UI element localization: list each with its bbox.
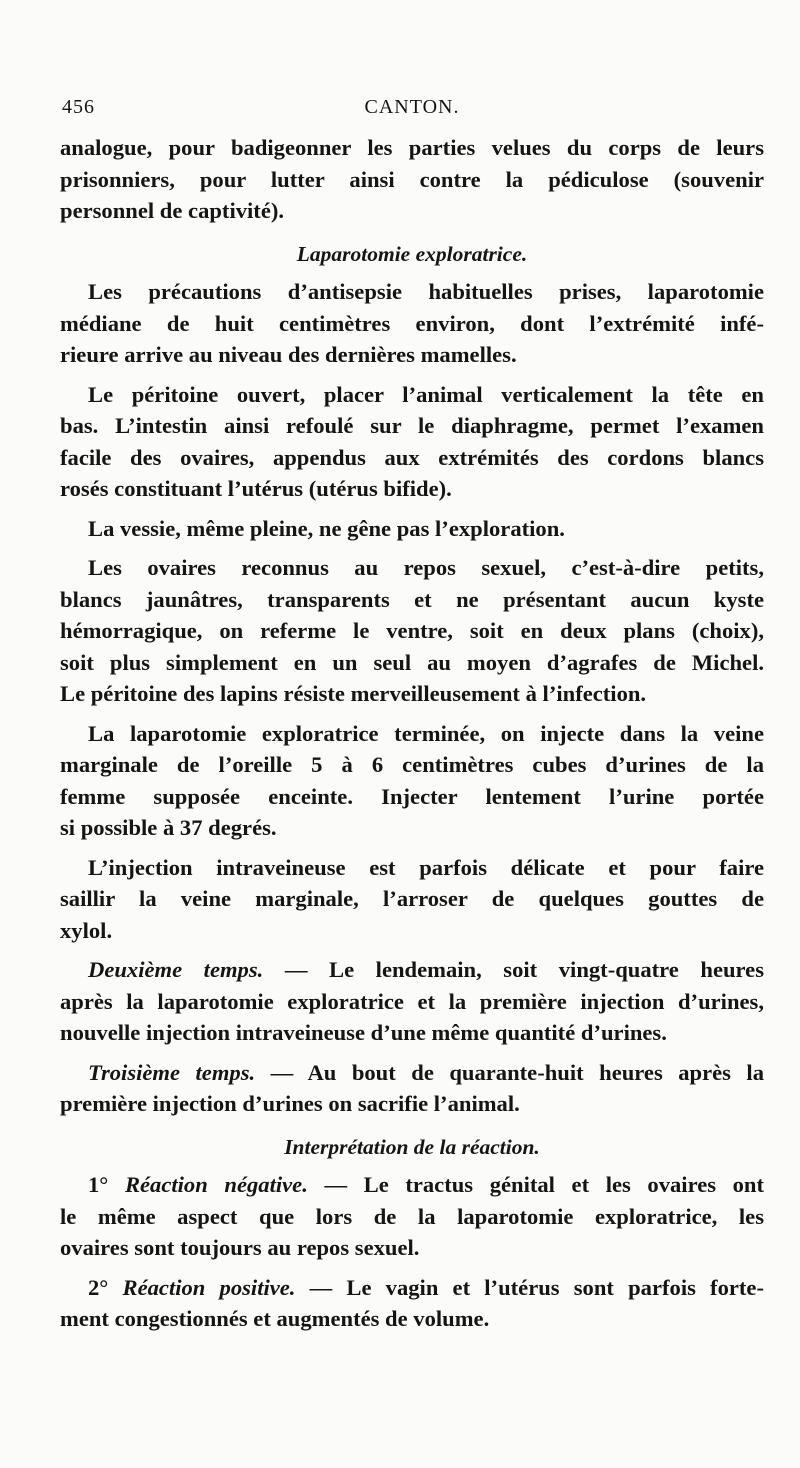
deuxieme-temps-label: Deuxième temps. <box>88 957 264 982</box>
text-line: facile des ovaires, appendus aux extrémités des cordons blancs <box>60 444 764 470</box>
paragraph-vessie <box>60 513 764 545</box>
body-text <box>60 132 764 1335</box>
text-run: — Au bout de quarante-huit heures après la <box>255 1059 764 1085</box>
text-line: le même aspect que lors de la laparotomie exploratrice, les <box>60 1203 764 1229</box>
paragraph-peritoine <box>60 379 764 505</box>
paragraph-injection <box>60 718 764 844</box>
text-line: soit plus simplement en un seul au moyen d’agrafes de Michel. <box>60 649 764 675</box>
text-line: rosés constituant l’utérus (utérus bifide). <box>60 476 452 501</box>
text-line: bas. L’intestin ainsi refoulé sur le diaphragme, permet l’examen <box>60 413 764 438</box>
troisieme-temps-label: Troisième temps. <box>88 1059 256 1085</box>
text-line: ment congestionnés et augmentés de volume. <box>60 1306 490 1331</box>
paragraph-reaction-positive <box>60 1272 764 1335</box>
reaction-negative-label: Réaction négative. <box>124 1172 308 1197</box>
page-number: 456 <box>62 96 95 118</box>
text-line: première injection d’urines on sacrifie l’animal. <box>60 1091 520 1116</box>
text-line: personnel de captivité). <box>60 198 285 223</box>
text-line: nouvelle injection intraveineuse d’une même quantité d’urines. <box>60 1020 667 1045</box>
text-run: — Le lendemain, soit vingt-quatre heures <box>263 957 764 982</box>
text-line: Le péritoine ouvert, placer l’animal verticalement la tête en <box>88 381 764 407</box>
paragraph-injection-intraveineuse <box>60 852 764 947</box>
running-head <box>60 96 764 132</box>
running-head-title: CANTON. <box>364 96 460 118</box>
item-number: 2° <box>88 1274 109 1300</box>
text-line: marginale de l’oreille 5 à 6 centimètres cubes d’urines de la <box>60 752 764 777</box>
text-line: La laparotomie exploratrice terminée, on injecte dans la veine <box>88 720 764 746</box>
text-line: médiane de huit centimètres environ, dont l’extrémité infé- <box>60 310 764 336</box>
paragraph-precautions <box>60 276 764 371</box>
text-line <box>60 954 764 986</box>
text-line: hémorragique, on referme le ventre, soit en deux plans (choix), <box>60 618 764 643</box>
text-line: L’injection intraveineuse est parfois délicate et pour faire <box>88 854 764 880</box>
text-line: femme supposée enceinte. Injecter lentement l’urine portée <box>60 783 764 809</box>
paragraph-reaction-negative <box>60 1169 764 1264</box>
text-line: si possible à 37 degrés. <box>60 815 277 840</box>
paragraph-deuxieme-temps <box>60 954 764 1049</box>
text-run: — Le tractus génital et les ovaires ont <box>307 1172 764 1197</box>
text-line <box>60 1057 764 1089</box>
item-number: 1° <box>88 1172 109 1197</box>
section-heading-interpretation: Interprétation de la réaction. <box>284 1134 540 1159</box>
text-line: blancs jaunâtres, transparents et ne présentant aucun kyste <box>60 586 764 612</box>
paragraph-continuation <box>60 132 764 227</box>
text-line: analogue, pour badigeonner les parties velues du corps de leurs <box>60 135 764 160</box>
text-line: La vessie, même pleine, ne gêne pas l’exploration. <box>88 515 565 541</box>
text-line: ovaires sont toujours au repos sexuel. <box>60 1235 420 1260</box>
text-line: Le péritoine des lapins résiste merveilleusement à l’infection. <box>60 681 647 706</box>
paragraph-ovaires <box>60 552 764 710</box>
text-line: xylol. <box>60 917 113 943</box>
text-run: — Le vagin et l’utérus sont parfois forte- <box>295 1274 764 1300</box>
text-line: Les ovaires reconnus au repos sexuel, c’est-à-dire petits, <box>88 555 764 580</box>
text-line: saillir la veine marginale, l’arroser de quelques gouttes de <box>60 886 764 911</box>
section-heading-laparotomie: Laparotomie exploratrice. <box>296 241 528 266</box>
paragraph-troisieme-temps <box>60 1057 764 1120</box>
text-line <box>60 1169 764 1201</box>
text-line: après la laparotomie exploratrice et la première injection d’urines, <box>60 988 764 1014</box>
text-line: prisonniers, pour lutter ainsi contre la pédiculose (souvenir <box>60 166 764 192</box>
reaction-positive-label: Réaction positive. <box>122 1274 296 1300</box>
text-line: Les précautions d’antisepsie habituelles prises, laparotomie <box>88 279 764 304</box>
text-line <box>60 1272 764 1304</box>
text-line: rieure arrive au niveau des dernières mamelles. <box>60 342 517 367</box>
